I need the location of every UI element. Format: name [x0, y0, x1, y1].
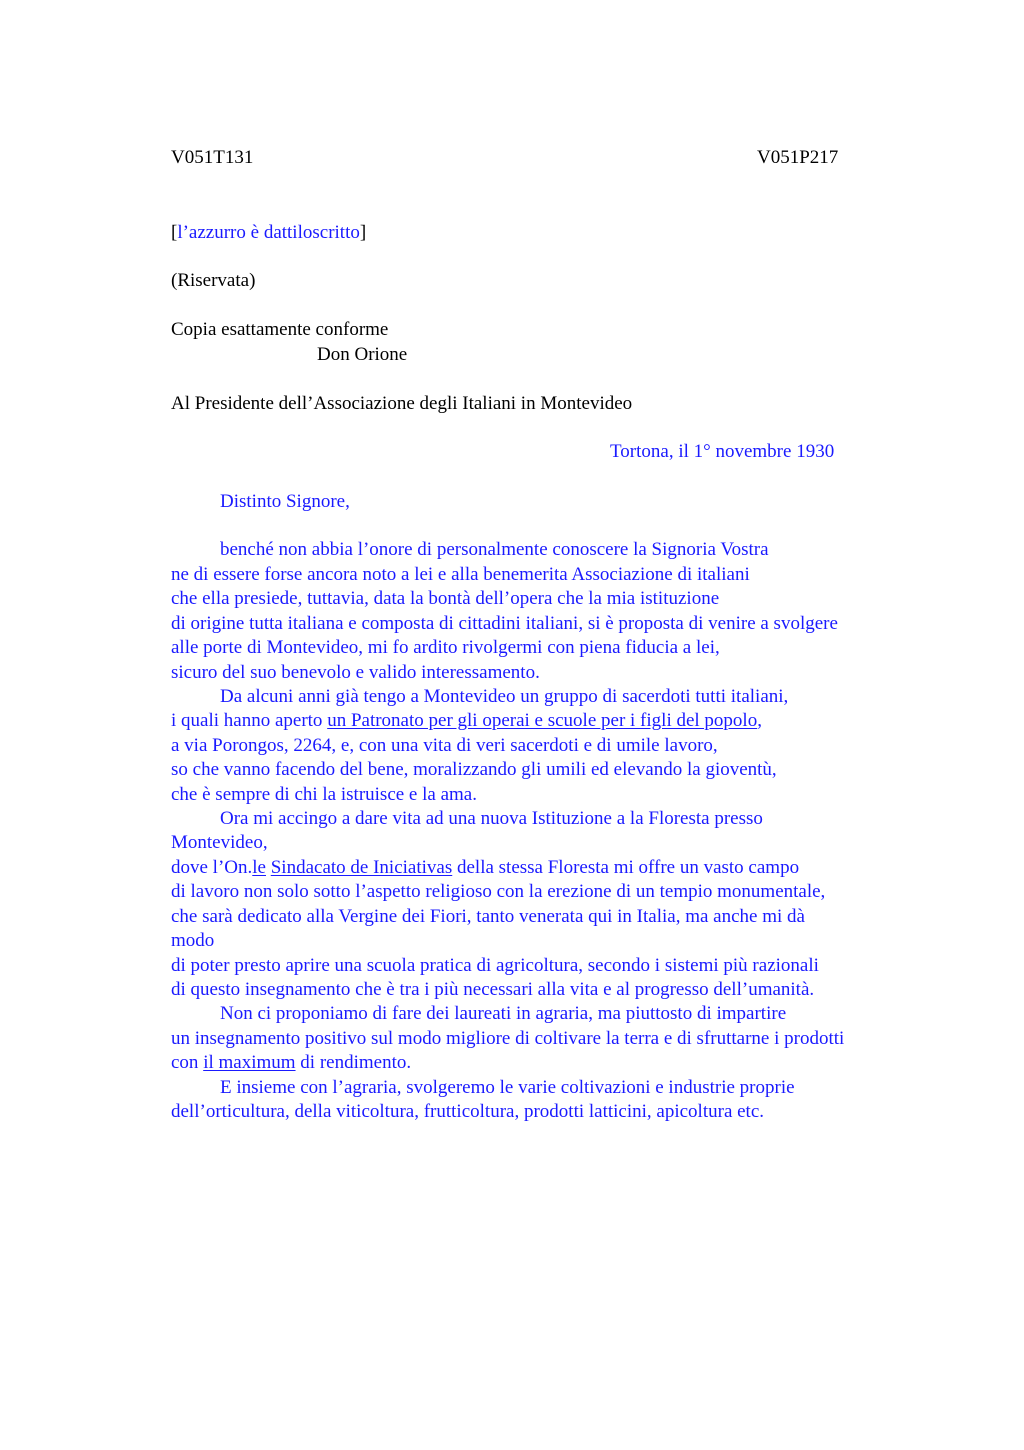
document-code-left: V051T131: [171, 147, 254, 168]
body-line: Montevideo,: [171, 832, 268, 853]
classification-label: (Riservata): [171, 270, 256, 291]
note-close-bracket: ]: [359, 222, 367, 243]
underlined-text: Sindacato de Iniciativas: [270, 857, 453, 878]
body-line: che sarà dedicato alla Vergine dei Fiori, tanto venerata qui in Italia, ma anche mi dà: [171, 906, 805, 927]
underlined-text: un Patronato per gli operai e scuole per i figli del popolo: [327, 710, 758, 731]
certification-signature: Don Orione: [317, 344, 408, 365]
body-line: alle porte di Montevideo, mi fo ardito rivolgermi con piena fiducia a lei,: [171, 637, 720, 658]
salutation: Distinto Signore,: [220, 491, 350, 512]
body-line: che ella presiede, tuttavia, data la bontà dell’opera che la mia istituzione: [171, 588, 720, 609]
body-line: Ora mi accingo a dare vita ad una nuova Istituzione a la Floresta presso: [220, 808, 763, 829]
body-text: della stessa Floresta mi offre un vasto campo: [452, 857, 800, 878]
body-line: Da alcuni anni già tengo a Montevideo un gruppo di sacerdoti tutti italiani,: [220, 686, 789, 707]
body-line: so che vanno facendo del bene, moralizzando gli umili ed elevando la gioventù,: [171, 759, 777, 780]
body-text: con: [171, 1052, 204, 1073]
body-line: che è sempre di chi la istruisce e la ama.: [171, 784, 477, 805]
document-code-right: V051P217: [757, 147, 839, 168]
body-line: di origine tutta italiana e composta di cittadini italiani, si è proposta di venire a svolgere: [171, 613, 838, 634]
body-line: [171, 709, 762, 733]
editorial-note: [171, 221, 366, 245]
body-line: [171, 1051, 411, 1075]
body-line: dell’orticultura, della viticoltura, frutticoltura, prodotti latticini, apicoltura etc.: [171, 1101, 765, 1122]
underlined-text: il maximum: [203, 1052, 296, 1073]
body-line: ne di essere forse ancora noto a lei e alla benemerita Associazione di italiani: [171, 564, 750, 585]
body-text: i quali hanno aperto: [171, 710, 328, 731]
body-text: ,: [757, 710, 762, 731]
body-line: Non ci proponiamo di fare dei laureati in agraria, ma piuttosto di impartire: [220, 1003, 787, 1024]
certification-line: Copia esattamente conforme: [171, 319, 389, 340]
body-line: E insieme con l’agraria, svolgeremo le varie coltivazioni e industrie proprie: [220, 1077, 795, 1098]
note-text: l’azzurro è dattiloscritto: [177, 222, 360, 243]
note-open-bracket: [: [171, 222, 178, 243]
body-text: di rendimento.: [295, 1052, 412, 1073]
body-line: di poter presto aprire una scuola pratica di agricoltura, secondo i sistemi più razionali: [171, 955, 819, 976]
body-line: benché non abbia l’onore di personalmente conoscere la Signoria Vostra: [220, 539, 769, 560]
body-line: un insegnamento positivo sul modo migliore di coltivare la terra e di sfruttarne i prodotti: [171, 1028, 845, 1049]
addressee: Al Presidente dell’Associazione degli Italiani in Montevideo: [171, 393, 633, 414]
body-line: di lavoro non solo sotto l’aspetto religioso con la erezione di un tempio monumentale,: [171, 881, 826, 902]
body-line: a via Porongos, 2264, e, con una vita di veri sacerdoti e di umile lavoro,: [171, 735, 718, 756]
body-line: modo: [171, 930, 215, 951]
body-text: dove l’On.: [171, 857, 253, 878]
body-line: sicuro del suo benevolo e valido interessamento.: [171, 662, 540, 683]
body-line: [171, 856, 799, 880]
body-line: di questo insegnamento che è tra i più necessari alla vita e al progresso dell’umanità.: [171, 979, 815, 1000]
dateline: Tortona, il 1° novembre 1930: [610, 441, 835, 462]
underlined-text: le: [252, 857, 266, 878]
